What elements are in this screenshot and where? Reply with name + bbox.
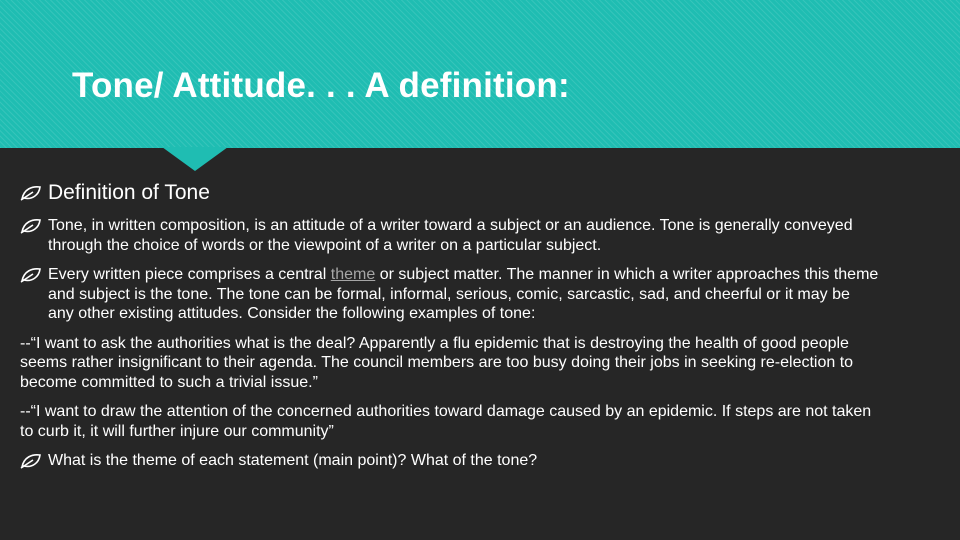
definition-text: Tone, in written composition, is an attitude of a writer toward a subject or an audience. Tone is generally conveyed through the choice of words or the viewpoint of a writer on a particular subject. <box>48 217 853 254</box>
theme-link[interactable]: theme <box>330 266 376 283</box>
theme-text-start: Every written piece comprises a central <box>48 266 331 283</box>
banner-notch <box>162 147 228 171</box>
leaf-bullet-icon <box>20 218 42 234</box>
theme-text-end: or subject matter. The manner in which a writer approaches this theme and subject is the tone. The tone can be formal, informal, serious, comic, sarcastic, sad, and cheerful or it may be any other existing attitudes. Consider the following examples of tone: <box>48 266 879 322</box>
question-text: What is the theme of each statement (main point)? What of the tone? <box>48 452 538 469</box>
bullet-heading <box>20 180 880 206</box>
leaf-bullet-icon <box>20 267 42 283</box>
bullet-item <box>20 265 880 324</box>
bullet-item <box>20 451 880 471</box>
slide-body <box>20 180 880 481</box>
leaf-bullet-icon <box>20 185 42 201</box>
bullet-item <box>20 216 880 255</box>
example-quote-1: --“I want to ask the authorities what is the deal? Apparently a flu epidemic that is destroying the health of good people seems rather insignificant to their agenda. The council members are too busy doing their jobs in seeking re-election to become committed to such a trivial issue.” <box>20 334 854 391</box>
slide-title: Tone/ Attitude. . . A definition: <box>72 66 570 105</box>
leaf-bullet-icon <box>20 453 42 469</box>
example-quote-2: --“I want to draw the attention of the concerned authorities toward damage caused by an epidemic. If steps are not taken to curb it, it will further injure our community” <box>20 403 872 440</box>
definition-heading: Definition of Tone <box>48 181 210 204</box>
